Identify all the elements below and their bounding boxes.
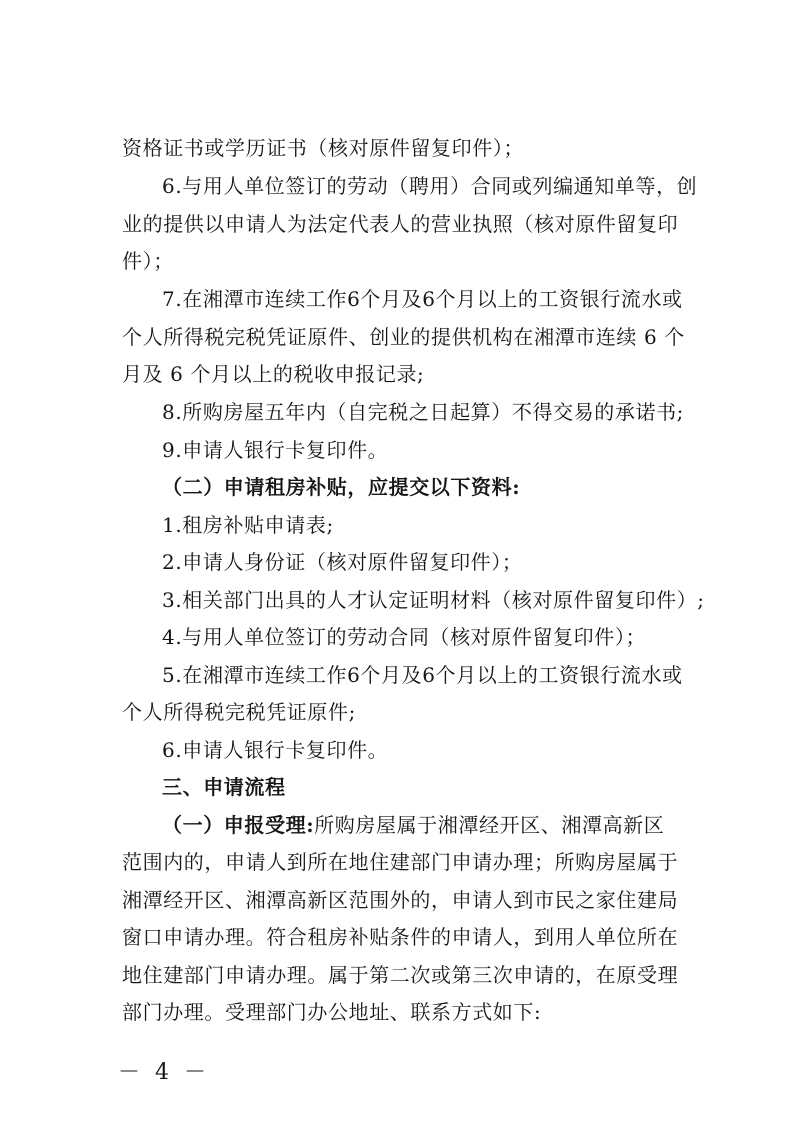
text-line: 月及 6 个月以上的税收申报记录; xyxy=(122,362,425,386)
section-heading: （二）申请租房补贴，应提交以下资料: xyxy=(162,475,521,499)
text-line: 1.租房补贴申请表; xyxy=(162,513,334,537)
text-line: 窗口申请办理。符合租房补贴条件的申请人，到用人单位所在 xyxy=(122,925,679,949)
text-line: 6.与用人单位签订的劳动（聘用）合同或列编通知单等，创 xyxy=(162,174,698,198)
text-line: 7.在湘潭市连续工作6个月及6个月以上的工资银行流水或 xyxy=(162,287,683,311)
text-line: 5.在湘潭市连续工作6个月及6个月以上的工资银行流水或 xyxy=(162,663,683,687)
text-line: 范围内的，申请人到所在地住建部门申请办理；所购房屋属于 xyxy=(122,850,679,874)
text-line: 9.申请人银行卡复印件。 xyxy=(162,438,389,462)
text-line: 湘潭经开区、湘潭高新区范围外的，申请人到市民之家住建局 xyxy=(122,888,679,912)
text-line: 2.申请人身份证（核对原件留复印件）； xyxy=(162,550,523,574)
text-line: 资格证书或学历证书（核对原件留复印件）； xyxy=(122,136,524,160)
text-line: 业的提供以申请人为法定代表人的营业执照（核对原件留复印 xyxy=(122,212,679,236)
chapter-heading: 三、申请流程 xyxy=(162,775,286,799)
text-line: 个人所得税完税凭证原件、创业的提供机构在湘潭市连续 6 个 xyxy=(122,325,685,349)
text-line: 地住建部门申请办理。属于第二次或第三次申请的，在原受理 xyxy=(122,963,679,987)
text-line: 部门办理。受理部门办公地址、联系方式如下: xyxy=(122,1000,542,1024)
text-line: 3.相关部门出具的人才认定证明材料（核对原件留复印件）; xyxy=(162,588,705,612)
text-span: 所购房屋属于湘潭经开区、湘潭高新区 xyxy=(314,813,665,837)
text-line: 个人所得税完税凭证原件; xyxy=(122,700,356,724)
text-line: 6.申请人银行卡复印件。 xyxy=(162,738,389,762)
text-line xyxy=(162,810,712,840)
text-line: 8.所购房屋五年内（自完税之日起算）不得交易的承诺书; xyxy=(162,400,685,424)
page-number: － 4 － xyxy=(118,1060,210,1085)
subsection-heading: （一）申报受理: xyxy=(162,813,315,837)
text-line: 件）； xyxy=(122,249,174,273)
text-line: 4.与用人单位签订的劳动合同（核对原件留复印件）； xyxy=(162,625,647,649)
